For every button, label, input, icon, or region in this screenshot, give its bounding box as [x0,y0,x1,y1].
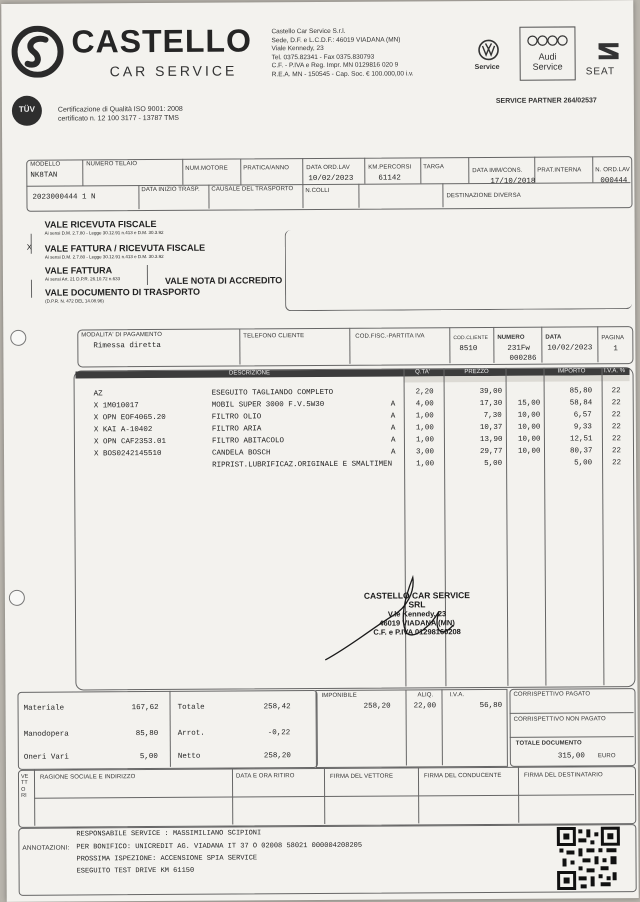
arrot-label: Arrot. [177,729,205,738]
item-iva: 22 [611,435,621,444]
seat-label: SEAT [585,66,616,78]
field-data-ord: 10/02/2023 [308,174,354,184]
cert-line: certificato n. 12 100 3177 - 13787 TMS [57,114,179,123]
item-price: 13,90 [479,435,503,445]
item-iva: 22 [611,447,622,456]
item-iva: 22 [611,411,621,420]
label-numero: NUMERO [497,334,525,341]
label-data-inizio: DATA INIZIO TRASP. [141,186,200,194]
label-codfisc: COD.FISC.-PARTITA IVA [355,333,425,340]
stamp-line: CASTELLO CAR SERVICE SRL [363,590,470,610]
label-data: DATA [545,334,562,341]
label-prat-interna: PRAT.INTERNA [537,167,582,174]
castello-logo-icon [11,26,63,78]
stamp-line: C.F. e P.IVA 01298160208 [373,627,461,637]
item-iva: 22 [611,387,621,396]
field-n-ord: 000444 [600,177,628,186]
tuv-label: TÜV [18,104,35,114]
item-qty: 3,00 [415,448,435,457]
oneri-value: 5,00 [139,752,158,762]
label-colli: N.COLLI [305,187,330,195]
company-line: C.F. - P.IVA e Reg. Impr. MN 0129816 020 9 [271,61,399,70]
audi-logo-box [519,26,575,80]
doc-type-sub: Ai sensi D.M. 2.7.80 - Legge 30.12.91 n.413 e D.M. 30.3.92 [44,229,164,236]
audi-rings-icon [526,33,568,51]
totale-doc-currency: EURO [597,753,616,760]
doc-type-sub: Ai sensi Art. 21 D.P.R. 26.10.72 n.633 [44,276,121,282]
qr-code-icon [556,826,620,890]
field-modalita: Rimessa diretta [93,341,161,351]
item-amount: 80,37 [569,447,593,456]
doc-type-title: VALE FATTURA [44,265,113,276]
item-disc: 10,00 [517,411,541,420]
field-numero: 231Fw [507,344,530,353]
label-firma-conducente: FIRMA DEL CONDUCENTE [423,772,502,780]
label-ragione: RAGIONE SOCIALE E INDIRIZZO [39,774,136,781]
item-code: X BOS0242145510 [93,449,162,459]
nota-credito: VALE NOTA DI ACCREDITO [164,275,283,286]
annotation-line: PER BONIFICO: UNICREDIT AG. VIADANA IT 37 O 02008 58021 000004208205 [76,841,363,852]
manodopera-label: Manodopera [23,730,69,739]
item-price: 17,30 [479,399,503,409]
vw-logo-icon [477,39,499,61]
doc-type-title: VALE DOCUMENTO DI TRASPORTO [44,286,201,298]
annotation-line: ESEGUITO TEST DRIVE KM 61150 [76,866,195,876]
company-line: Sede, D.F. e L.C.D.F.: 46019 VIADANA (MN) [271,36,401,44]
field-numero-2: 000286 [509,354,537,363]
item-iva: 22 [611,399,621,408]
item-flag: A [390,448,396,457]
item-code: X KAI A-10402 [93,426,153,435]
item-disc: 15,00 [517,399,541,408]
vettori-label: VETTORI [20,773,29,800]
label-cod-cliente: COD.CLIENTE [453,334,489,342]
aliq-value: 22,00 [413,702,437,711]
totale-value: 258,42 [263,703,291,712]
signature-icon [321,567,472,673]
oneri-label: Oneri Vari [23,753,69,762]
item-desc: FILTRO OLIO [211,413,262,422]
item-disc: 10,00 [517,423,541,432]
iso-certification [58,105,183,124]
label-telefono: TELEFONO CLIENTE [243,333,305,340]
company-line: Castello Car Service S.r.l. [271,27,346,36]
service-partner: SERVICE PARTNER 264/02537 [495,97,597,105]
item-qty: 1,00 [415,424,434,433]
label-firma-vettore: FIRMA DEL VETTORE [329,773,394,780]
label-data-ord: DATA ORD.LAV [306,164,350,172]
company-line: R.E.A. MN - 150545 - Cap. Soc. € 100.000,00 i.v. [271,70,414,79]
doc-type-sub: (D.P.R. N. 472 DEL 14.08.96) [45,298,104,304]
field-km: 61142 [378,174,401,183]
annotation-line: PROSSIMA ISPEZIONE: ACCENSIONE SPIA SERVICE [76,854,258,864]
totale-doc-label: TOTALE DOCUMENTO [515,740,582,747]
label-data-ritiro: DATA E ORA RITIRO [235,773,295,780]
checkbox-mark: X [26,242,33,252]
punch-hole-icon [9,590,25,606]
field-cod-cliente: 8510 [459,345,478,354]
label-modalita: MODALITA' DI PAGAMENTO [81,331,163,339]
item-code: AZ [93,390,103,399]
item-flag: A [390,436,396,445]
vw-service-label: Service [474,63,500,72]
header-qta: Q.TA' [415,369,430,376]
item-qty: 1,00 [415,412,434,421]
item-disc: 10,00 [517,447,541,456]
brand-title: CASTELLO [71,22,253,60]
label-motore: NUM.MOTORE [185,165,228,172]
arrot-value: -0,22 [267,729,291,738]
iva-value: 56,80 [479,701,503,711]
field-data-imm: 17/10/2018 [490,177,536,186]
seat-logo-icon [595,40,621,62]
imponibile-value: 258,20 [363,702,391,711]
header-descrizione: DESCRIZIONE [228,370,271,377]
item-amount: 12,51 [569,435,593,444]
tax-box [315,689,507,768]
item-amount: 5,00 [574,459,593,468]
item-iva: 22 [611,423,621,432]
item-qty: 1,00 [416,460,435,469]
item-price: 7,30 [483,411,502,420]
totale-label: Totale [177,703,205,712]
label-data-imm: DATA IMM/CONS. [472,167,523,175]
item-price: 39,00 [479,387,503,397]
header-iva: I.V.A. % [603,368,626,375]
company-info [271,27,413,79]
stamp-line: V.le Kennedy, 23 [387,609,447,619]
manodopera-value: 85,80 [135,729,159,739]
annotations-label: ANNOTAZIONI: [22,844,70,852]
materiale-value: 167,62 [131,703,159,713]
header-prezzo: PREZZO [464,368,489,376]
header-importo: IMPORTO [557,368,586,375]
label-pagina: PAGINA [601,335,625,342]
company-line: Tel. 0375.82341 - Fax 0375.830793 [271,53,375,62]
doc-type-sub: Ai sensi D.M. 2.7.80 - Legge 30.12.91 n.413 e D.M. 30.3.92 [44,253,164,260]
field-modello: NK8TAN [30,171,58,180]
audi-service-label: Audi Service [532,51,563,72]
item-code: X OPN CAF2353.01 [93,437,166,447]
item-price: 29,77 [479,447,503,457]
label-telaio: NUMERO TELAIO [86,161,138,168]
doc-type-right-box [285,228,632,311]
item-qty: 4,00 [415,400,434,409]
punch-hole-icon [10,330,26,346]
label-destinazione: DESTINAZIONE DIVERSA [446,192,521,200]
label-km: KM.PERCORSI [368,164,412,171]
brand-subtitle: CAR SERVICE [109,62,238,80]
tuv-badge-icon [12,96,42,126]
item-desc: RIPRIST.LUBRIFICAZ.ORIGINALE E SMALTIMEN [212,460,393,470]
label-targa: TARGA [423,164,445,171]
item-disc: 10,00 [517,435,541,444]
cert-line: Certificazione di Qualità ISO 9001: 2008 [57,105,183,114]
label-aliq: ALIQ. [417,692,434,699]
item-flag: A [390,400,396,409]
item-price: 5,00 [484,459,503,468]
field-telaio-line2: 2023000444 1 N [32,193,96,202]
totale-doc-value: 315,00 [557,752,585,761]
corr-pagato: CORRISPETTIVO PAGATO [513,691,591,698]
invoice-sheet [1,0,638,902]
stamp-line: 46019 VIADANA (MN) [379,618,455,628]
item-amount: 85,80 [569,387,593,396]
annotation-line: RESPONSABILE SERVICE : MASSIMILIANO SCIPIONI [76,829,262,839]
label-imponibile: IMPONIBILE [321,692,357,699]
doc-type-title: VALE RICEVUTA FISCALE [44,218,157,230]
label-pratica: PRATICA/ANNO [243,165,290,172]
label-modello: MODELLO [30,161,61,168]
item-qty: 2,20 [415,388,434,397]
item-flag: A [390,412,396,421]
item-amount: 58,84 [569,399,593,408]
doc-type-title: VALE FATTURA / RICEVUTA FISCALE [44,242,206,254]
netto-value: 258,20 [263,752,291,761]
item-qty: 1,00 [415,436,434,445]
item-code: X 1M010017 [93,402,139,411]
field-data: 10/02/2023 [547,344,593,353]
company-line: Viale Kennedy, 23 [271,45,324,53]
item-desc: MOBIL SUPER 3000 F.V.5W30 [211,400,325,410]
item-flag: A [390,424,396,433]
label-firma-destinatario: FIRMA DEL DESTINATARIO [523,772,603,779]
item-amount: 6,57 [573,411,592,420]
label-iva-totale: I.V.A. [449,692,465,699]
corr-non-pagato: CORRISPETTIVO NON PAGATO [513,716,606,723]
label-causale: CAUSALE DEL TRASPORTO [211,186,294,193]
item-price: 10,37 [479,423,503,433]
materiale-label: Materiale [23,704,65,713]
item-iva: 22 [612,459,622,468]
item-code: X OPN EOF4065.20 [93,413,166,423]
item-desc: CANDELA BOSCH [211,449,271,458]
netto-label: Netto [177,752,201,761]
field-pagina: 1 [613,345,618,354]
item-desc: ESEGUITO TAGLIANDO COMPLETO [211,388,334,398]
item-amount: 9,33 [573,423,592,432]
label-n-ord: N. ORD.LAV [595,167,630,174]
item-desc: FILTRO ABITACOLO [211,437,284,446]
item-desc: FILTRO ARIA [211,425,262,434]
